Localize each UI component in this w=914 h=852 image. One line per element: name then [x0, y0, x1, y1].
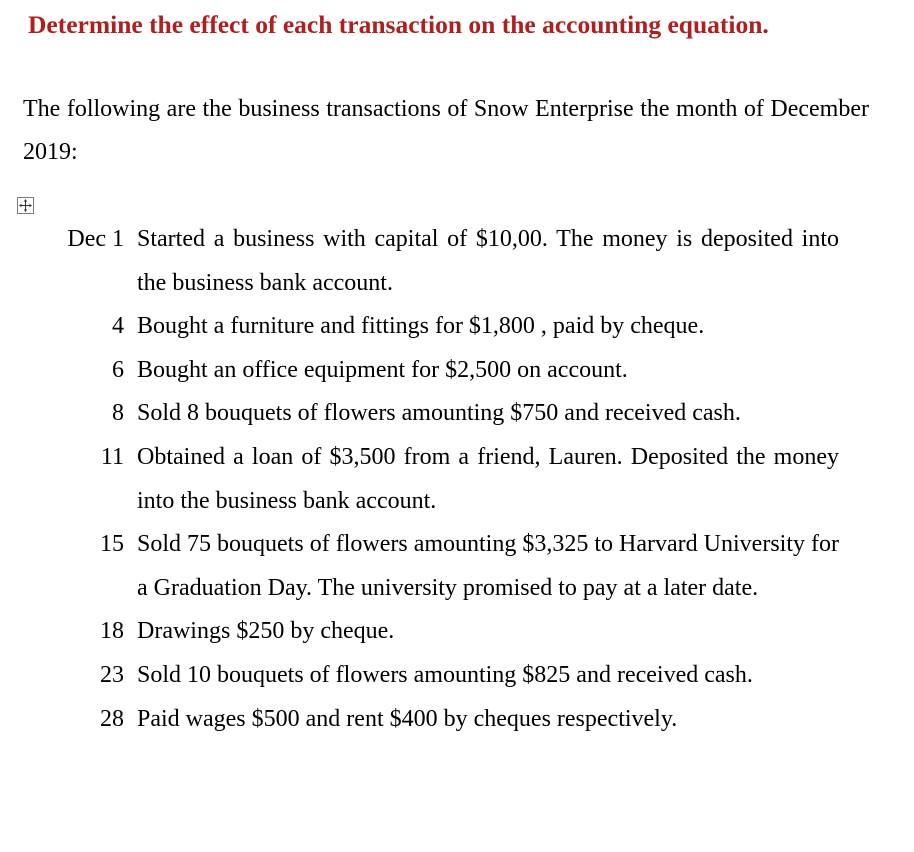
transaction-row [0, 218, 914, 305]
transaction-description: Sold 8 bouquets of flowers amounting $750 and received cash. [137, 400, 741, 427]
transaction-description: Obtained a loan of $3,500 from a friend, Lauren. Deposited the money into the business bank account. [137, 443, 839, 514]
transaction-date: 15 [100, 531, 124, 558]
transaction-date: 23 [100, 661, 124, 688]
transaction-description: Drawings $250 by cheque. [137, 618, 395, 645]
transaction-row [0, 436, 914, 523]
transaction-description: Paid wages $500 and rent $400 by cheques respectively. [137, 705, 678, 732]
transaction-description: Sold 75 bouquets of flowers amounting $3,325 to Harvard University for a Graduation Day. The university promised to pay at a later date. [137, 531, 839, 601]
transaction-description: Sold 10 bouquets of flowers amounting $825 and received cash. [137, 661, 753, 688]
transaction-date: 18 [100, 618, 124, 645]
transaction-date: 6 [112, 356, 124, 383]
transaction-date: Dec 1 [67, 226, 124, 252]
transaction-date: 11 [100, 443, 124, 470]
transaction-table [0, 218, 914, 741]
transaction-row [0, 349, 914, 393]
intro-paragraph: The following are the business transactions of Snow Enterprise the month of December 2019: [23, 96, 869, 165]
transaction-row [0, 610, 914, 654]
transaction-row [0, 305, 914, 349]
transaction-description: Bought a furniture and fittings for $1,800 , paid by cheque. [137, 313, 705, 340]
transaction-date: 8 [112, 400, 124, 427]
transaction-description: Bought an office equipment for $2,500 on account. [137, 356, 628, 383]
transaction-row [0, 654, 914, 698]
transaction-date: 4 [112, 313, 124, 340]
transaction-row [0, 392, 914, 436]
transaction-row [0, 523, 914, 610]
transaction-description: Started a business with capital of $10,00. The money is deposited into the business bank account. [137, 226, 839, 296]
move-handle-icon[interactable] [17, 197, 34, 214]
page-title: Determine the effect of each transaction on the accounting equation. [28, 10, 769, 39]
transaction-row [0, 698, 914, 742]
transaction-date: 28 [100, 705, 124, 732]
